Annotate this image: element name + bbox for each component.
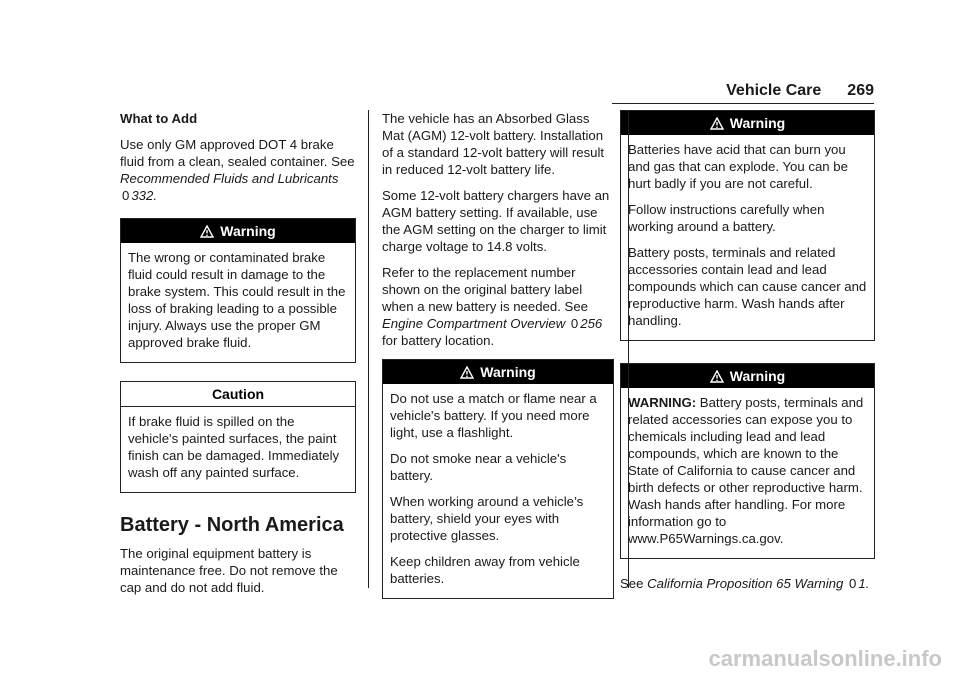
caution-box xyxy=(120,381,356,493)
column-1 xyxy=(120,110,356,605)
column-3 xyxy=(620,110,875,601)
page-header xyxy=(726,82,874,100)
prop65-link[interactable]: California Proposition 65 Warning xyxy=(647,576,844,591)
column-divider-2 xyxy=(628,110,629,588)
warning-box-brake-fluid xyxy=(120,218,356,363)
intro-paragraph: Use only GM approved DOT 4 brake fluid from a clean, sealed container. See Recommended Fluids and Lubricants 0 332. xyxy=(120,137,355,203)
page-ref-icon: 0 xyxy=(122,188,130,203)
engine-compartment-page-ref[interactable]: 256 xyxy=(580,316,603,331)
warning-triangle-icon xyxy=(200,221,214,245)
warning-box-flame xyxy=(382,359,614,599)
warning-header: Warning xyxy=(621,364,874,388)
column-divider-1 xyxy=(368,110,369,588)
prop65-text: WARNING: Battery posts, terminals and related accessories can expose you to chemicals including lead and lead compounds, which are known to the State of California to cause cancer and birth defects or other reproductive harm. Wash hands after handling. For more information go to www.P65Warnings.ca.gov. xyxy=(628,395,864,546)
fluids-page-ref[interactable]: 332. xyxy=(131,188,158,203)
engine-compartment-link[interactable]: Engine Compartment Overview xyxy=(382,316,566,331)
page-ref-icon: 0 xyxy=(849,576,857,591)
column-2 xyxy=(382,110,614,615)
what-to-add-heading: What to Add xyxy=(120,111,198,126)
warning-header: Warning xyxy=(621,111,874,135)
warning-box-prop65 xyxy=(620,363,875,559)
see-reference: See California Proposition 65 Warning 0 1. xyxy=(620,576,870,591)
section-title-battery: Battery - North America xyxy=(120,514,344,536)
battery-paragraph: The original equipment battery is maintenance free. Do not remove the cap and do not add fluid. xyxy=(120,546,338,595)
warning-header: Warning xyxy=(383,360,613,384)
warning-triangle-icon xyxy=(710,113,724,137)
warning-triangle-icon xyxy=(710,366,724,390)
warning-line: Do not use a match or flame near a vehicle's battery. If you need more light, use a flashlight. xyxy=(390,391,597,440)
charger-paragraph: Some 12-volt battery chargers have an AGM battery setting. If available, use the AGM setting on the charger to limit charge voltage to 14.8 volts. xyxy=(382,188,610,254)
caution-text: If brake fluid is spilled on the vehicle's painted surfaces, the paint finish can be damaged. Immediately wash off any painted surface. xyxy=(128,414,340,480)
warning-header: Warning xyxy=(121,219,355,243)
warning-line: Batteries have acid that can burn you and gas that can explode. You can be hurt badly if you are not careful. xyxy=(628,142,848,191)
header-rule xyxy=(612,103,874,104)
warning-line: Battery posts, terminals and related accessories contain lead and lead compounds which can cause cancer and reproductive harm. Wash hands after handling. xyxy=(628,245,867,328)
warning-box-acid xyxy=(620,110,875,341)
replacement-paragraph: Refer to the replacement number shown on the original battery label when a new battery is needed. See Engine Compartment Overview 0 256 for battery location. xyxy=(382,265,603,348)
caution-header: Caution xyxy=(121,382,355,407)
warning-line: Keep children away from vehicle batteries. xyxy=(390,554,580,586)
warning-line: Follow instructions carefully when working around a battery. xyxy=(628,202,825,234)
warning-line: Do not smoke near a vehicle's battery. xyxy=(390,451,567,483)
page-ref-icon: 0 xyxy=(570,316,579,331)
warning-triangle-icon xyxy=(460,362,474,386)
section-header-title: Vehicle Care xyxy=(726,82,822,99)
prop65-page-ref[interactable]: 1. xyxy=(858,576,870,591)
warning-text: The wrong or contaminated brake fluid could result in damage to the brake system. This could result in the loss of braking leading to a possible injury. Always use the proper GM approved brake fluid. xyxy=(128,250,346,350)
watermark: carmanualsonline.info xyxy=(708,646,942,671)
fluids-link[interactable]: Recommended Fluids and Lubricants xyxy=(120,171,339,186)
warning-line: When working around a vehicle’s battery, shield your eyes with protective glasses. xyxy=(390,494,584,543)
page-number: 269 xyxy=(847,82,874,99)
agm-paragraph: The vehicle has an Absorbed Glass Mat (AGM) 12-volt battery. Installation of a standard 12-volt battery will result in reduced 12-volt battery life. xyxy=(382,111,605,177)
